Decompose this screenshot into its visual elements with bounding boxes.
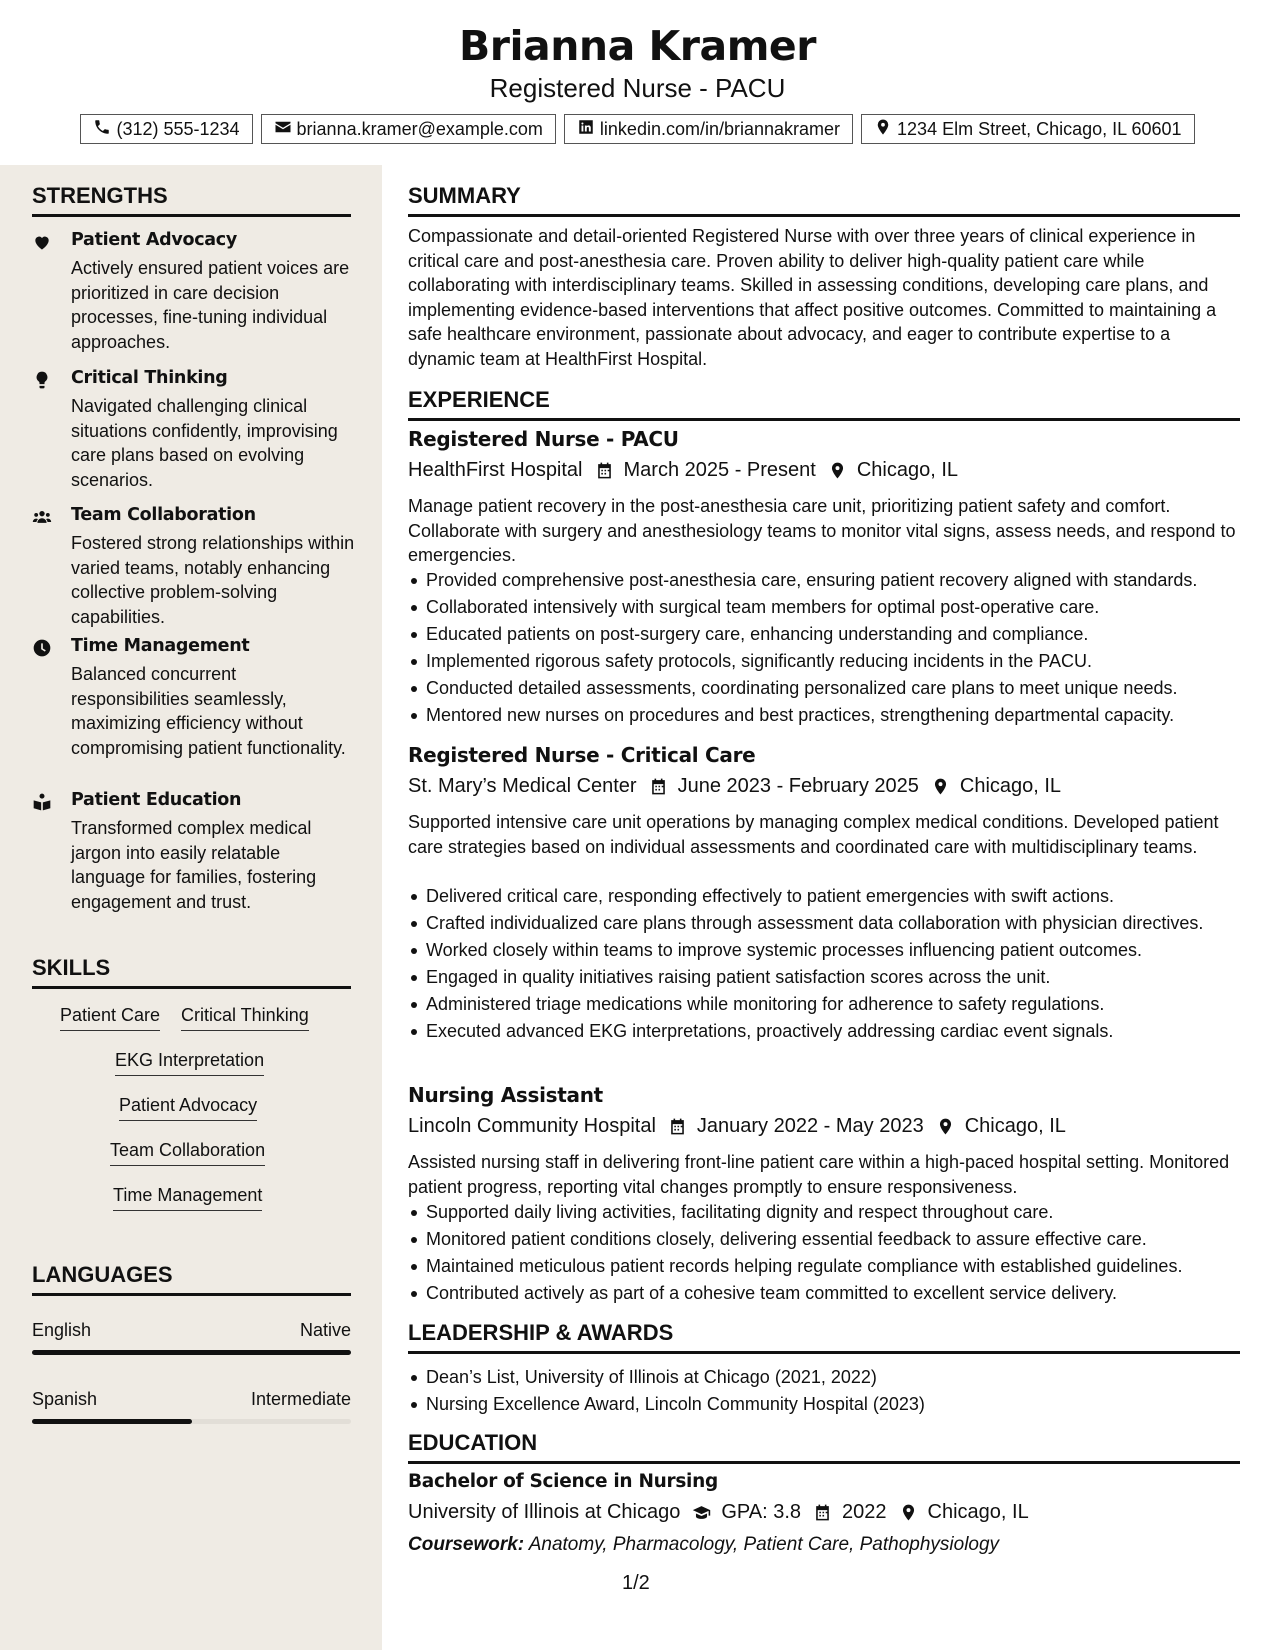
list-item: Monitored patient conditions closely, delivering essential feedback to assure effective care. (408, 1227, 1240, 1252)
list-item: Engaged in quality initiatives raising patient satisfaction scores across the unit. (408, 965, 1240, 990)
calendar-icon (649, 777, 668, 796)
graduation-cap-icon (692, 1503, 711, 1522)
job-description: Assisted nursing staff in delivering front-line patient care within a high-paced hospital setting. Monitored patient progress, reporting vital changes promptly to ensure responsiveness. (408, 1152, 1230, 1197)
strength-title: Critical Thinking (71, 368, 228, 388)
list-item: Nursing Excellence Award, Lincoln Community Hospital (2023) (408, 1392, 1240, 1417)
experience-heading: EXPERIENCE (408, 387, 1240, 421)
job-meta (408, 775, 1061, 798)
map-pin-icon (828, 461, 847, 480)
job-dates: January 2022 - May 2023 (696, 1115, 924, 1137)
job-title: Registered Nurse - Critical Care (408, 743, 756, 767)
language-level: Native (299, 1320, 351, 1340)
list-item: Crafted individualized care plans through assessment data collaboration with physician directives. (408, 911, 1240, 936)
page-number: 1/2 (622, 1572, 650, 1594)
languages-heading: LANGUAGES (32, 1262, 351, 1296)
list-item: Conducted detailed assessments, coordinating personalized care plans to meet unique needs. (408, 676, 1240, 701)
skill-tag: Team Collaboration (110, 1140, 265, 1166)
job-dates: June 2023 - February 2025 (677, 775, 919, 797)
list-item: Worked closely within teams to improve systemic processes influencing patient outcomes. (408, 938, 1240, 963)
strength-desc: Actively ensured patient voices are prioritized in care decision processes, fine-tuning individual approaches. (71, 258, 350, 352)
coursework-label: Coursework: (408, 1534, 525, 1555)
contact-email[interactable] (261, 114, 556, 144)
employer: St. Mary’s Medical Center (408, 775, 637, 797)
linkedin-text: linkedin.com/in/briannakramer (599, 118, 841, 139)
envelope-icon (274, 118, 292, 141)
list-item: Educated patients on post-surgery care, enhancing understanding and compliance. (408, 622, 1240, 647)
heart-icon (32, 232, 54, 254)
language-name: Spanish (32, 1389, 98, 1409)
job-meta (408, 1115, 1066, 1138)
coursework-list: Anatomy, Pharmacology, Patient Care, Pathophysiology (528, 1534, 1000, 1555)
strength-title: Patient Education (71, 790, 242, 810)
list-item: Executed advanced EKG interpretations, proactively addressing cardiac event signals. (408, 1019, 1240, 1044)
linkedin-icon (577, 118, 595, 141)
lightbulb-icon (32, 370, 54, 392)
strength-desc: Transformed complex medical jargon into easily relatable language for families, fostering engagement and trust. (71, 818, 317, 912)
strength-title: Team Collaboration (71, 505, 256, 525)
book-reader-icon (32, 792, 54, 814)
job-location: Chicago, IL (964, 1115, 1066, 1137)
job-location: Chicago, IL (856, 459, 959, 481)
list-item: Implemented rigorous safety protocols, significantly reducing incidents in the PACU. (408, 649, 1240, 674)
awards-list (408, 1365, 1240, 1419)
skill-tag: Patient Care (60, 1005, 160, 1031)
graduation-year: 2022 (842, 1501, 887, 1523)
list-item: Mentored new nurses on procedures and best practices, strengthening departmental capacity. (408, 703, 1240, 728)
degree-title: Bachelor of Science in Nursing (408, 1471, 718, 1492)
skill-tag: Critical Thinking (181, 1005, 309, 1031)
list-item: Supported daily living activities, facilitating dignity and respect throughout care. (408, 1200, 1240, 1225)
contact-address[interactable] (861, 114, 1195, 144)
job-description: Manage patient recovery in the post-anesthesia care unit, prioritizing patient safety and comfort. Collaborate with surgery and anesthesiology teams to monitor vital signs, assess needs, and respond to emergencies. (408, 496, 1236, 565)
language-proficiency-bar (32, 1419, 351, 1424)
job-bullets (408, 884, 1240, 1046)
language-name: English (32, 1320, 92, 1340)
education-meta (408, 1501, 1029, 1524)
email-text: brianna.kramer@example.com (296, 118, 543, 139)
job-bullets (408, 1200, 1240, 1308)
language-proficiency-fill (32, 1419, 192, 1424)
strength-desc: Balanced concurrent responsibilities seamlessly, maximizing efficiency without compromising patient functionality. (71, 664, 346, 758)
skills-heading: SKILLS (32, 955, 351, 989)
list-item: Collaborated intensively with surgical team members for optimal post-operative care. (408, 595, 1240, 620)
job-bullets (408, 568, 1240, 730)
list-item: Maintained meticulous patient records helping regulate compliance with established guidelines. (408, 1254, 1240, 1279)
map-pin-icon (874, 118, 892, 141)
address-text: 1234 Elm Street, Chicago, IL 60601 (897, 118, 1182, 139)
employer: HealthFirst Hospital (408, 459, 583, 481)
job-title: Registered Nurse - PACU (408, 427, 679, 451)
strengths-heading: STRENGTHS (32, 183, 351, 217)
job-location: Chicago, IL (959, 775, 1062, 797)
resume-header (0, 0, 1275, 165)
users-icon (32, 507, 54, 529)
education-location: Chicago, IL (927, 1501, 1029, 1523)
summary-text: Compassionate and detail-oriented Registered Nurse with over three years of clinical experience in critical care and post-anesthesia care. Proven ability to deliver high-quality patient care while collaborating with interdisciplinary teams. Skilled in assessing conditions, developing care plans, and implementing evidence-based interventions that affect positive outcomes. Committed to maintaining a safe healthcare environment, passionate about advocacy, and eager to contribute expertise to a dynamic team at HealthFirst Hospital. (408, 226, 1217, 369)
clock-icon (32, 638, 54, 660)
strength-desc: Fostered strong relationships within varied teams, notably enhancing collective problem-solving capabilities. (71, 533, 355, 627)
list-item: Delivered critical care, responding effectively to patient emergencies with swift actions. (408, 884, 1240, 909)
list-item: Dean’s List, University of Illinois at Chicago (2021, 2022) (408, 1365, 1240, 1390)
language-level: Intermediate (250, 1389, 351, 1409)
gpa: GPA: 3.8 (721, 1501, 802, 1523)
skill-tag: Time Management (113, 1185, 262, 1211)
education-heading: EDUCATION (408, 1430, 1240, 1464)
contact-bar (0, 114, 1275, 144)
map-pin-icon (931, 777, 950, 796)
contact-phone[interactable] (80, 114, 252, 144)
sidebar (0, 165, 382, 1650)
phone-text: (312) 555-1234 (116, 118, 240, 139)
language-proficiency-fill (32, 1350, 351, 1355)
strength-desc: Navigated challenging clinical situations confidently, improvising care plans based on evolving scenarios. (71, 396, 338, 490)
candidate-title: Registered Nurse - PACU (489, 73, 786, 103)
calendar-icon (595, 461, 614, 480)
map-pin-icon (936, 1117, 955, 1136)
coursework (408, 1534, 999, 1556)
strength-title: Time Management (71, 636, 250, 656)
strength-title: Patient Advocacy (71, 230, 237, 250)
map-pin-icon (899, 1503, 918, 1522)
contact-linkedin[interactable] (564, 114, 853, 144)
job-title: Nursing Assistant (408, 1083, 603, 1107)
job-dates: March 2025 - Present (623, 459, 816, 481)
language-proficiency-bar (32, 1350, 351, 1355)
awards-heading: LEADERSHIP & AWARDS (408, 1320, 1240, 1354)
job-meta (408, 459, 958, 482)
school-name: University of Illinois at Chicago (408, 1501, 681, 1523)
list-item: Provided comprehensive post-anesthesia care, ensuring patient recovery aligned with standards. (408, 568, 1240, 593)
candidate-name: Brianna Kramer (459, 22, 816, 70)
list-item: Contributed actively as part of a cohesive team committed to excellent service delivery. (408, 1281, 1240, 1306)
employer: Lincoln Community Hospital (408, 1115, 656, 1137)
calendar-icon (813, 1503, 832, 1522)
job-description: Supported intensive care unit operations by managing complex medical conditions. Developed patient care strategies based on individual assessments and coordinated care with multidisciplinary teams. (408, 812, 1219, 857)
list-item: Administered triage medications while monitoring for adherence to safety regulations. (408, 992, 1240, 1017)
summary-heading: SUMMARY (408, 183, 1240, 217)
calendar-icon (668, 1117, 687, 1136)
skill-tag: EKG Interpretation (115, 1050, 264, 1076)
phone-icon (93, 118, 111, 141)
skill-tag: Patient Advocacy (119, 1095, 257, 1121)
